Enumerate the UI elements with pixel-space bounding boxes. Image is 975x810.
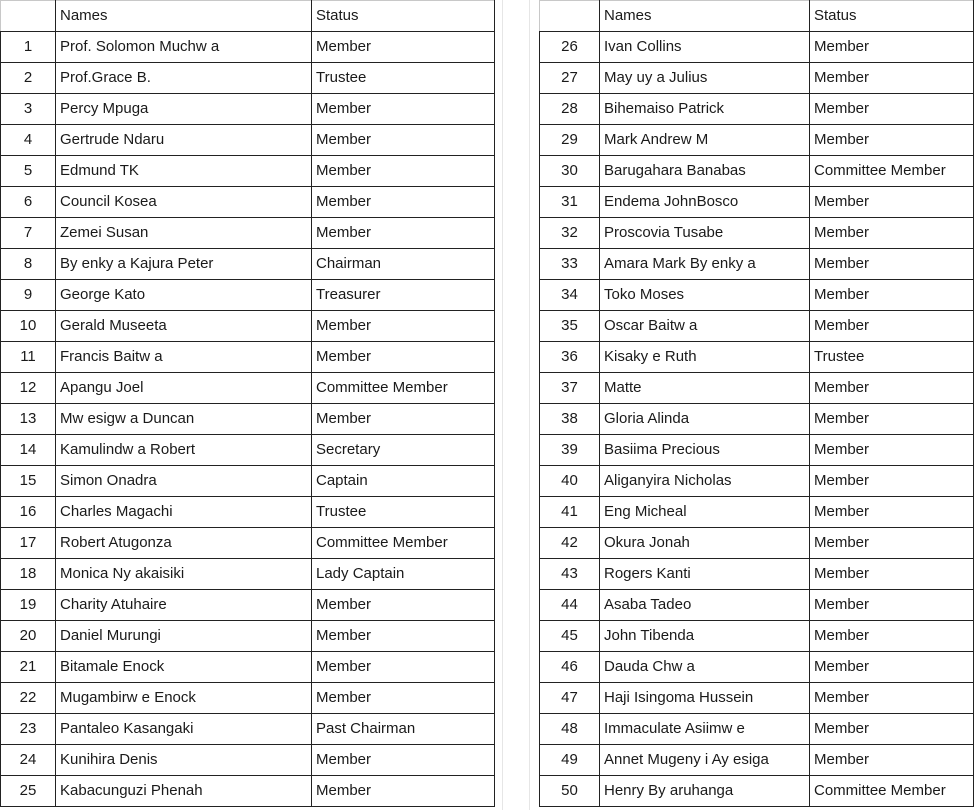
member-name: Daniel Murungi	[56, 621, 312, 652]
member-name: Edmund TK	[56, 156, 312, 187]
status-header: Status	[312, 1, 495, 32]
table-row	[540, 311, 974, 342]
table-row	[1, 683, 495, 714]
member-number: 35	[540, 311, 600, 342]
member-name: Proscovia Tusabe	[600, 218, 810, 249]
member-status: Member	[810, 404, 974, 435]
member-number: 17	[1, 528, 56, 559]
member-number: 3	[1, 94, 56, 125]
member-status: Treasurer	[312, 280, 495, 311]
table-row	[540, 590, 974, 621]
table-row	[1, 466, 495, 497]
table-row	[1, 63, 495, 94]
member-status: Member	[810, 497, 974, 528]
member-status: Member	[810, 621, 974, 652]
member-status: Member	[810, 714, 974, 745]
member-name: Rogers Kanti	[600, 559, 810, 590]
table-row	[1, 776, 495, 807]
member-number: 24	[1, 745, 56, 776]
table-row	[540, 466, 974, 497]
member-name: Pantaleo Kasangaki	[56, 714, 312, 745]
member-number: 1	[1, 32, 56, 63]
names-header: Names	[600, 1, 810, 32]
member-number: 9	[1, 280, 56, 311]
member-status: Captain	[312, 466, 495, 497]
member-number: 31	[540, 187, 600, 218]
number-header	[540, 1, 600, 32]
member-name: Immaculate Asiimw e	[600, 714, 810, 745]
member-name: Council Kosea	[56, 187, 312, 218]
member-name: Aliganyira Nicholas	[600, 466, 810, 497]
member-number: 47	[540, 683, 600, 714]
member-number: 12	[1, 373, 56, 404]
member-status: Member	[312, 187, 495, 218]
member-name: George Kato	[56, 280, 312, 311]
member-number: 16	[1, 497, 56, 528]
table-row	[540, 435, 974, 466]
table-row	[1, 590, 495, 621]
member-name: John Tibenda	[600, 621, 810, 652]
member-status: Member	[810, 528, 974, 559]
member-name: Charity Atuhaire	[56, 590, 312, 621]
member-name: Kamulindw a Robert	[56, 435, 312, 466]
member-name: Kabacunguzi Phenah	[56, 776, 312, 807]
member-status: Member	[312, 621, 495, 652]
table-row	[540, 714, 974, 745]
member-status: Committee Member	[312, 528, 495, 559]
member-number: 25	[1, 776, 56, 807]
table-row	[1, 311, 495, 342]
member-number: 6	[1, 187, 56, 218]
member-number: 42	[540, 528, 600, 559]
table-row	[540, 404, 974, 435]
member-status: Member	[312, 94, 495, 125]
member-status: Committee Member	[810, 776, 974, 807]
header-row	[540, 1, 974, 32]
member-number: 10	[1, 311, 56, 342]
table-row	[540, 621, 974, 652]
number-header	[1, 1, 56, 32]
status-header: Status	[810, 1, 974, 32]
member-number: 7	[1, 218, 56, 249]
member-number: 34	[540, 280, 600, 311]
member-name: Zemei Susan	[56, 218, 312, 249]
member-status: Lady Captain	[312, 559, 495, 590]
member-status: Member	[810, 280, 974, 311]
member-name: Mugambirw e Enock	[56, 683, 312, 714]
member-name: Francis Baitw a	[56, 342, 312, 373]
member-name: Matte	[600, 373, 810, 404]
table-row	[540, 559, 974, 590]
member-name: Toko Moses	[600, 280, 810, 311]
member-name: Mw esigw a Duncan	[56, 404, 312, 435]
member-status: Member	[810, 559, 974, 590]
member-number: 46	[540, 652, 600, 683]
member-number: 50	[540, 776, 600, 807]
table-row	[540, 280, 974, 311]
member-status: Member	[312, 652, 495, 683]
member-status: Member	[312, 776, 495, 807]
member-name: Endema JohnBosco	[600, 187, 810, 218]
member-name: Kisaky e Ruth	[600, 342, 810, 373]
member-name: Simon Onadra	[56, 466, 312, 497]
table-row	[540, 94, 974, 125]
member-number: 13	[1, 404, 56, 435]
table-row	[540, 63, 974, 94]
member-number: 28	[540, 94, 600, 125]
member-status: Member	[810, 249, 974, 280]
member-number: 27	[540, 63, 600, 94]
member-status: Member	[312, 218, 495, 249]
member-name: Eng Micheal	[600, 497, 810, 528]
member-number: 44	[540, 590, 600, 621]
member-status: Member	[810, 373, 974, 404]
member-name: Bitamale Enock	[56, 652, 312, 683]
member-number: 22	[1, 683, 56, 714]
member-status: Committee Member	[312, 373, 495, 404]
table-row	[540, 249, 974, 280]
table-row	[1, 249, 495, 280]
member-name: Asaba Tadeo	[600, 590, 810, 621]
member-number: 23	[1, 714, 56, 745]
member-name: Gertrude Ndaru	[56, 125, 312, 156]
member-number: 11	[1, 342, 56, 373]
member-status: Member	[810, 218, 974, 249]
member-number: 5	[1, 156, 56, 187]
table-row	[1, 497, 495, 528]
member-number: 38	[540, 404, 600, 435]
member-name: Barugahara Banabas	[600, 156, 810, 187]
member-number: 8	[1, 249, 56, 280]
member-number: 18	[1, 559, 56, 590]
member-name: Okura Jonah	[600, 528, 810, 559]
member-number: 37	[540, 373, 600, 404]
member-name: By enky a Kajura Peter	[56, 249, 312, 280]
table-row	[540, 683, 974, 714]
table-row	[540, 373, 974, 404]
member-status: Member	[312, 404, 495, 435]
table-row	[1, 528, 495, 559]
member-number: 36	[540, 342, 600, 373]
member-status: Member	[810, 652, 974, 683]
member-number: 26	[540, 32, 600, 63]
member-status: Member	[312, 156, 495, 187]
member-status: Member	[312, 745, 495, 776]
member-status: Member	[312, 311, 495, 342]
member-name: Gloria Alinda	[600, 404, 810, 435]
member-status: Member	[810, 435, 974, 466]
table-row	[1, 187, 495, 218]
member-name: Mark Andrew M	[600, 125, 810, 156]
names-header: Names	[56, 1, 312, 32]
table-row	[1, 125, 495, 156]
member-name: Bihemaiso Patrick	[600, 94, 810, 125]
table-row	[540, 652, 974, 683]
member-status: Secretary	[312, 435, 495, 466]
member-status: Member	[810, 311, 974, 342]
table-row	[1, 559, 495, 590]
member-number: 14	[1, 435, 56, 466]
table-row	[1, 621, 495, 652]
table-row	[1, 94, 495, 125]
member-name: Apangu Joel	[56, 373, 312, 404]
table-row	[540, 218, 974, 249]
member-number: 49	[540, 745, 600, 776]
member-number: 29	[540, 125, 600, 156]
member-name: Annet Mugeny i Ay esiga	[600, 745, 810, 776]
table-row	[1, 714, 495, 745]
member-number: 40	[540, 466, 600, 497]
member-name: Kunihira Denis	[56, 745, 312, 776]
member-number: 45	[540, 621, 600, 652]
member-status: Trustee	[312, 497, 495, 528]
table-row	[540, 342, 974, 373]
table-row	[1, 156, 495, 187]
member-number: 30	[540, 156, 600, 187]
table-row	[540, 125, 974, 156]
table-row	[1, 342, 495, 373]
table-row	[540, 745, 974, 776]
member-number: 19	[1, 590, 56, 621]
member-status: Member	[312, 590, 495, 621]
member-status: Trustee	[312, 63, 495, 94]
table-row	[1, 280, 495, 311]
member-status: Member	[810, 32, 974, 63]
member-status: Member	[312, 125, 495, 156]
table-row	[1, 218, 495, 249]
table-row	[1, 745, 495, 776]
member-number: 4	[1, 125, 56, 156]
member-status: Member	[810, 466, 974, 497]
member-status: Member	[810, 590, 974, 621]
member-number: 48	[540, 714, 600, 745]
member-name: Amara Mark By enky a	[600, 249, 810, 280]
table-row	[540, 187, 974, 218]
member-status: Trustee	[810, 342, 974, 373]
member-status: Member	[810, 745, 974, 776]
table-row	[1, 404, 495, 435]
member-number: 20	[1, 621, 56, 652]
member-status: Member	[810, 187, 974, 218]
member-name: Dauda Chw a	[600, 652, 810, 683]
member-name: Ivan Collins	[600, 32, 810, 63]
member-name: Oscar Baitw a	[600, 311, 810, 342]
member-name: Haji Isingoma Hussein	[600, 683, 810, 714]
member-name: Prof.Grace B.	[56, 63, 312, 94]
table-row	[1, 652, 495, 683]
header-row	[1, 1, 495, 32]
table-row	[1, 435, 495, 466]
member-name: Henry By aruhanga	[600, 776, 810, 807]
member-number: 32	[540, 218, 600, 249]
member-name: Prof. Solomon Muchw a	[56, 32, 312, 63]
column-gutter	[498, 0, 534, 810]
table-row	[1, 373, 495, 404]
member-status: Member	[810, 683, 974, 714]
member-name: May uy a Julius	[600, 63, 810, 94]
member-name: Charles Magachi	[56, 497, 312, 528]
member-status: Member	[312, 342, 495, 373]
member-number: 33	[540, 249, 600, 280]
member-status: Committee Member	[810, 156, 974, 187]
table-row	[540, 497, 974, 528]
member-name: Robert Atugonza	[56, 528, 312, 559]
member-status: Member	[810, 94, 974, 125]
member-status: Chairman	[312, 249, 495, 280]
table-row	[540, 776, 974, 807]
member-status: Member	[312, 683, 495, 714]
member-number: 39	[540, 435, 600, 466]
member-status: Member	[312, 32, 495, 63]
member-name: Basiima Precious	[600, 435, 810, 466]
member-number: 43	[540, 559, 600, 590]
member-status: Past Chairman	[312, 714, 495, 745]
table-row	[540, 528, 974, 559]
member-number: 21	[1, 652, 56, 683]
member-status: Member	[810, 125, 974, 156]
member-name: Gerald Museeta	[56, 311, 312, 342]
member-name: Percy Mpuga	[56, 94, 312, 125]
table-row	[1, 32, 495, 63]
member-number: 41	[540, 497, 600, 528]
member-name: Monica Ny akaisiki	[56, 559, 312, 590]
members-table-right	[539, 0, 974, 807]
table-row	[540, 156, 974, 187]
member-number: 2	[1, 63, 56, 94]
member-number: 15	[1, 466, 56, 497]
table-row	[540, 32, 974, 63]
member-status: Member	[810, 63, 974, 94]
